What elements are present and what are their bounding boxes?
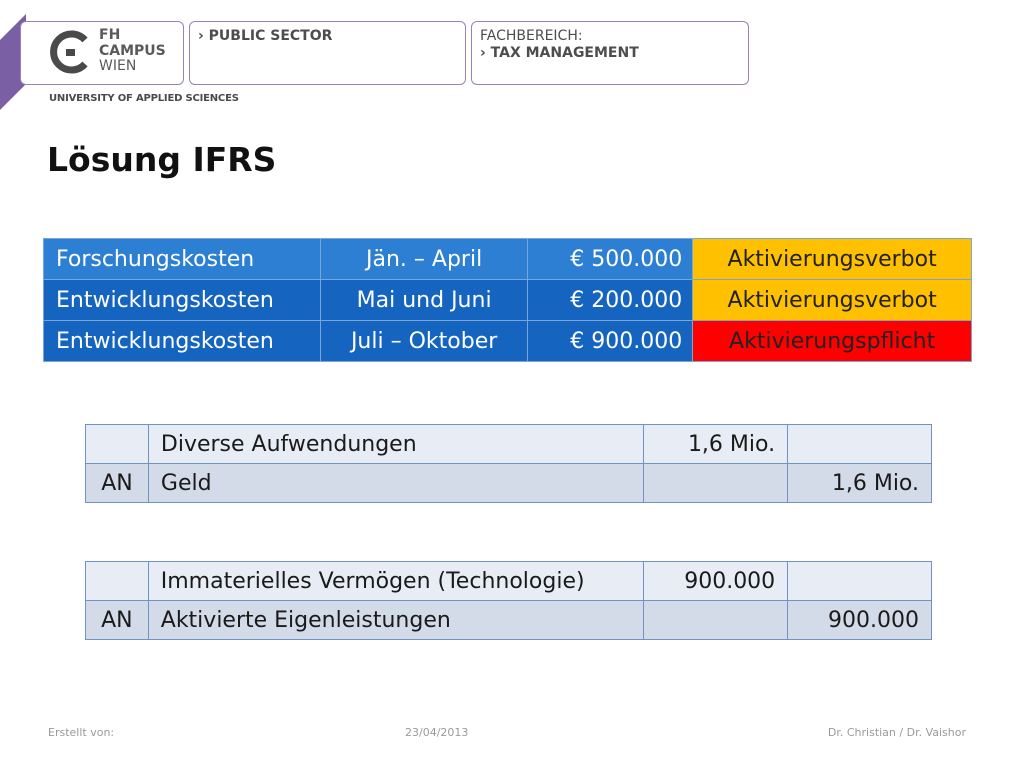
fachbereich-link[interactable] bbox=[471, 21, 749, 85]
entry-credit bbox=[788, 562, 932, 601]
cost-amount: € 200.000 bbox=[528, 280, 693, 321]
logo-line-wien: WIEN bbox=[99, 58, 137, 74]
cost-period: Jän. – April bbox=[320, 239, 528, 280]
entry-credit: 1,6 Mio. bbox=[788, 464, 932, 503]
entry-account: Aktivierte Eigenleistungen bbox=[148, 601, 644, 640]
public-sector-link[interactable] bbox=[189, 21, 466, 85]
entry-prefix: AN bbox=[86, 601, 149, 640]
table-row bbox=[86, 562, 932, 601]
logo-line-campus: CAMPUS bbox=[99, 42, 166, 59]
footer-date: 23/04/2013 bbox=[405, 726, 469, 739]
entry-account: Diverse Aufwendungen bbox=[148, 425, 643, 464]
logo-line-fh: FH bbox=[99, 27, 121, 43]
tax-management-label: › TAX MANAGEMENT bbox=[480, 45, 639, 61]
table-row bbox=[44, 280, 972, 321]
entry-credit bbox=[788, 425, 932, 464]
logo-wordmark bbox=[99, 28, 166, 75]
logo-tagline: UNIVERSITY OF APPLIED SCIENCES bbox=[49, 93, 239, 104]
entry-prefix: AN bbox=[86, 464, 149, 503]
entry-debit bbox=[644, 464, 788, 503]
logo-mark-icon bbox=[47, 30, 91, 74]
entry-debit: 1,6 Mio. bbox=[644, 425, 788, 464]
fachbereich-label: FACHBEREICH: bbox=[480, 28, 583, 44]
footer-authors: Dr. Christian / Dr. Vaishor bbox=[827, 726, 966, 739]
slide-title: Lösung IFRS bbox=[47, 140, 277, 179]
cost-status: Aktivierungsverbot bbox=[693, 239, 972, 280]
journal-entry-table-2 bbox=[85, 561, 932, 640]
entry-debit: 900.000 bbox=[644, 562, 788, 601]
table-row bbox=[44, 321, 972, 362]
entry-credit: 900.000 bbox=[788, 601, 932, 640]
table-row bbox=[86, 464, 932, 503]
cost-period: Mai und Juni bbox=[320, 280, 528, 321]
cost-status: Aktivierungspflicht bbox=[693, 321, 972, 362]
entry-prefix bbox=[86, 562, 149, 601]
public-sector-label: › PUBLIC SECTOR bbox=[198, 28, 333, 44]
footer-created-by: Erstellt von: bbox=[48, 726, 115, 739]
table-row bbox=[44, 239, 972, 280]
logo-box[interactable] bbox=[20, 21, 184, 85]
entry-account: Immaterielles Vermögen (Technologie) bbox=[148, 562, 644, 601]
cost-amount: € 500.000 bbox=[528, 239, 693, 280]
cost-period: Juli – Oktober bbox=[320, 321, 528, 362]
journal-entry-table-1 bbox=[85, 424, 932, 503]
cost-name: Entwicklungskosten bbox=[44, 280, 321, 321]
chevron-right-icon: › bbox=[198, 28, 204, 44]
entry-debit bbox=[644, 601, 788, 640]
chevron-right-icon: › bbox=[480, 45, 486, 61]
cost-name: Entwicklungskosten bbox=[44, 321, 321, 362]
entry-account: Geld bbox=[148, 464, 643, 503]
cost-amount: € 900.000 bbox=[528, 321, 693, 362]
cost-classification-table bbox=[43, 238, 972, 362]
cost-name: Forschungskosten bbox=[44, 239, 321, 280]
table-row bbox=[86, 601, 932, 640]
cost-status: Aktivierungsverbot bbox=[693, 280, 972, 321]
entry-prefix bbox=[86, 425, 149, 464]
table-row bbox=[86, 425, 932, 464]
